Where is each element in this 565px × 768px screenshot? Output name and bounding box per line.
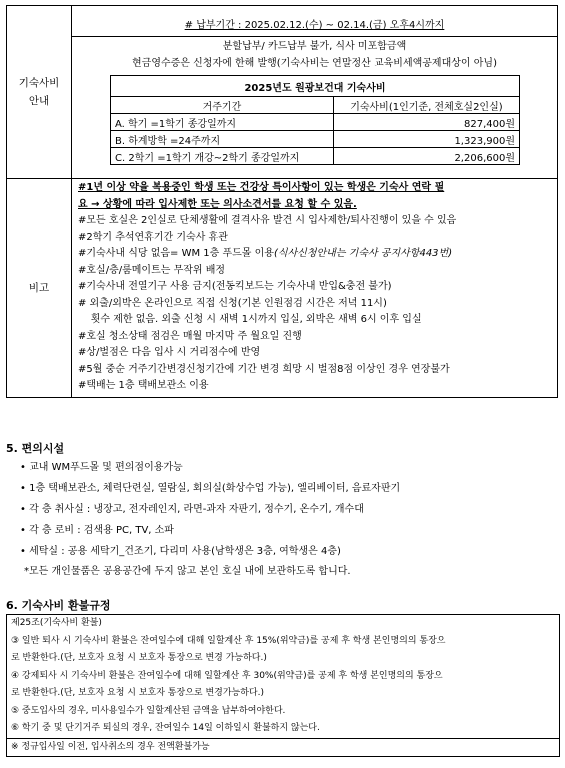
notes-line: # 외출/외박은 온라인으로 직접 신청(기본 인원점검 시간은 저녁 11시): [78, 297, 387, 309]
fee-period: A. 학기 =1학기 종강일까지: [111, 114, 334, 131]
fee-label-line1: 기숙사비: [18, 77, 60, 89]
facility-item: • 각 층 로비 : 검색용 PC, TV, 소파: [20, 525, 174, 536]
refund-line: 제25조(기숙사비 환불): [11, 618, 102, 628]
notes-line: #호실/층/룸메이트는 무작위 배정: [78, 264, 226, 276]
table-row: [111, 114, 520, 131]
notes-line: #택배는 1층 택배보관소 이용: [78, 380, 209, 391]
fee-section-content: [72, 6, 558, 179]
refund-line: ⑥ 학기 중 및 단기거주 퇴실의 경우, 잔여일수 14일 이하일시 환불하지 않는다.: [11, 723, 320, 733]
fee-note-1: 분할납부/ 카드납부 불가, 식사 미포함금액: [222, 41, 407, 52]
notes-line: #상/벌점은 다음 입사 시 거리점수에 반영: [78, 347, 261, 358]
notes-line: #모든 호실은 2인실로 단체생활에 결격사유 발견 시 입사제한/퇴사진행이 있을 수 있음: [78, 215, 457, 226]
fee-amount: 827,400원: [333, 114, 519, 131]
fee-col-period: 거주기간: [111, 97, 334, 114]
table-row: [111, 148, 520, 165]
notes-line: #호실 청소상태 점검은 매월 마지막 주 월요일 진행: [78, 330, 302, 342]
fee-section-label: [7, 6, 72, 179]
table-row: [111, 131, 520, 148]
facilities-heading: 5. 편의시설: [6, 442, 65, 455]
notes-food-line: [72, 246, 557, 263]
fee-col-fee: 기숙사비(1인기준, 전체호실2인실): [333, 97, 519, 114]
notes-line: 횟수 제한 없음. 외출 신청 시 새벽 1시까지 입실, 외박은 새벽 6시 이후 입실: [78, 314, 422, 325]
refund-footnote: ※ 정규입사일 이전, 입사취소의 경우 전액환불가능: [7, 738, 559, 757]
fee-table-title: 2025년도 원광보건대 기숙사비: [111, 76, 520, 97]
food-line-text: #기숙사내 식당 없음= WM 1층 푸드몰 이용: [78, 248, 274, 259]
notes-line: #5월 중순 거주기간변경신청기간에 기간 변경 희망 시 벌점8점 이상인 경우 연장불가: [78, 363, 450, 375]
refund-box: [6, 614, 560, 757]
notes-bold-line-1: #1년 이상 약을 복용중인 학생 또는 건강상 특이사항이 있는 학생은 기숙사 연락 필: [78, 182, 445, 193]
food-line-italic: (식사신청안내는 기숙사 공지사항443번): [273, 248, 453, 259]
fee-period: B. 하계방학 =24주까지: [111, 131, 334, 148]
refund-line: 로 반환한다.(단, 보호자 요청 시 보호자 통장으로 변경가능하다.): [11, 688, 264, 698]
facility-item: • 1층 택배보관소, 체력단련실, 열람실, 회의실(화상수업 가능), 엘리베이터, 음료자판기: [20, 483, 401, 494]
facility-item: • 각 층 취사실 : 냉장고, 전자레인지, 라면-과자 자판기, 정수기, 온수기, 개수대: [20, 504, 364, 515]
payment-deadline: # 납부기간 : 2025.02.12.(수) ~ 02.14.(금) 오후4시까지: [72, 16, 557, 37]
facility-item: • 세탁실 : 공용 세탁기_건조기, 다리미 사용(남학생은 3층, 여학생은 4층): [20, 546, 341, 557]
refund-line: ④ 강제퇴사 시 기숙사비 환불은 잔여일수에 대해 일할계산 후 30%(위약금)를 공제 후 학생 본인명의의 통장으: [11, 670, 443, 681]
fee-amount: 2,206,600원: [333, 148, 519, 165]
notes-section-label: 비고: [7, 179, 72, 398]
fee-period: C. 2학기 =1학기 개강~2학기 종강일까지: [111, 148, 334, 165]
notes-line: #기숙사내 전열기구 사용 금지(전동킥보드는 기숙사내 반입&충전 불가): [78, 281, 392, 292]
fee-amount: 1,323,900원: [333, 131, 519, 148]
refund-line: ③ 일반 퇴사 시 기숙사비 환불은 잔여일수에 대해 일할계산 후 15%(위약금)를 공제 후 학생 본인명의의 통장으: [11, 635, 446, 646]
notes-bold-line-2: 요 → 상황에 따라 입사제한 또는 의사소견서를 요청 할 수 있음.: [78, 198, 357, 210]
fee-table: [110, 75, 520, 165]
notes-line: #2학기 추석연휴기간 기숙사 휴관: [78, 231, 228, 243]
facility-item: • 교내 WM푸드몰 및 편의점이용가능: [20, 462, 183, 473]
notes-section-content: [72, 179, 558, 398]
refund-heading: 6. 기숙사비 환불규정: [6, 599, 111, 612]
refund-line: ⑤ 중도입사의 경우, 미사용일수가 일할계산된 금액을 납부하여야한다.: [11, 705, 286, 716]
refund-line: 로 반환한다.(단, 보호자 요청 시 보호자 통장으로 변경 가능하다.): [11, 653, 267, 663]
fee-note-2: 현금영수증은 신청자에 한해 발행(기숙사비는 연말정산 교육비세액공제대상이 아님): [132, 57, 497, 69]
fee-label-line2: 안내: [28, 95, 50, 107]
facility-note: *모든 개인물품은 공용공간에 두지 않고 본인 호실 내에 보관하도록 합니다.: [24, 566, 351, 577]
dormitory-info-table: [6, 5, 558, 398]
